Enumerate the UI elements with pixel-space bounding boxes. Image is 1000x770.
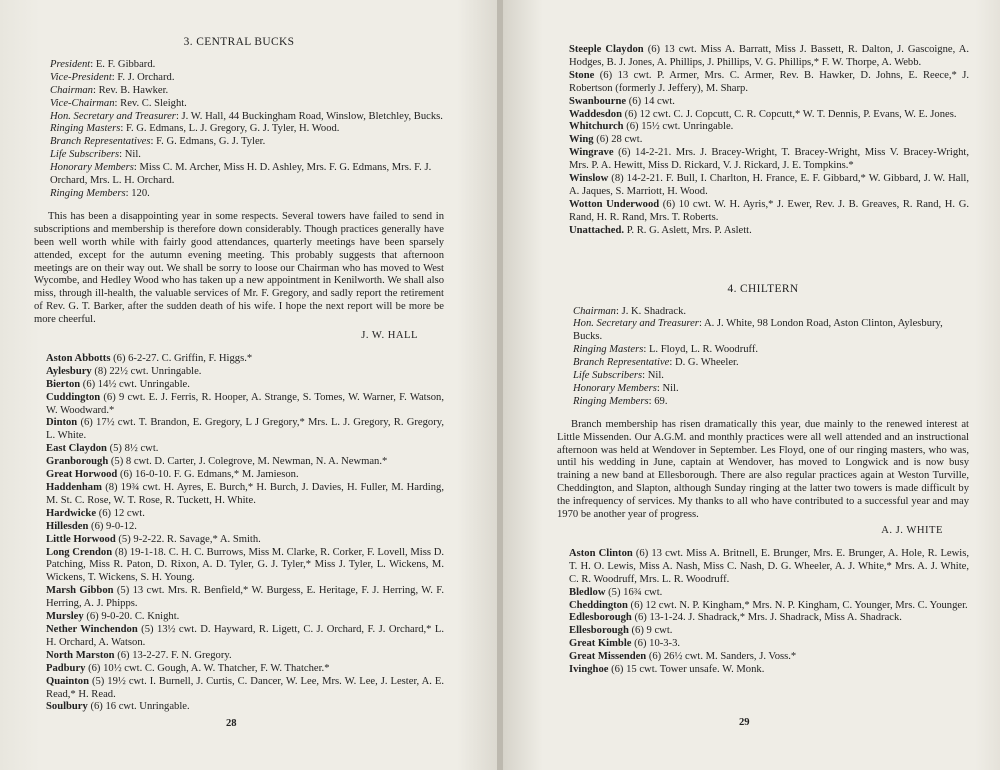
tower-name: Aston Abbotts: [46, 352, 111, 364]
officer-line: Life Subscribers: Nil.: [50, 149, 141, 161]
branch-report: Branch membership has risen dramatically this year, due mainly to the renewed interest at Little Missenden. Our A.G.M. and monthly practices were all well attended and an instructional afternoon was held at Wendover in September. Les Floyd, one of our ringing masters, who was, until his wedding in June, captain at Wendover, has moved to Longwick and is now busy training a new band at Ellesborough. There are also regular practices again at Weston Turville, Cheddington, and Slapton, although Sunday ringing at the latter two towers is made difficult by the infrequency of services. My thanks to all who have contributed to a successful year and may 1970 be another year of progress.: [557, 418, 969, 521]
tower-entry: [557, 587, 969, 600]
tower-details: (6) 9 cwt. E. J. Ferris, R. Hooper, A. Strange, S. Tomes, W. Warner, F. Watson, W. Woodward.*: [46, 391, 444, 416]
tower-details: (5) 13 cwt. Mrs. R. Benfield,* W. Burgess, E. Heritage, F. J. Herring, W. F. Herring, A. J. Phipps.: [46, 585, 444, 610]
tower-name: Dinton: [46, 417, 78, 429]
officer-line: Vice-Chairman: Rev. C. Sleight.: [50, 97, 187, 109]
officer-line: Hon. Secretary and Treasurer: A. J. White, 98 London Road, Aston Clinton, Aylesbury, Bucks.: [573, 318, 943, 343]
tower-details: (8) 22½ cwt. Unringable.: [94, 365, 202, 377]
tower-entry: [34, 663, 444, 676]
tower-name: Long Crendon: [46, 546, 113, 558]
officer-value: F. G. Edmans, L. J. Gregory, G. J. Tyler, H. Wood.: [125, 123, 340, 135]
tower-details: (5) 19½ cwt. I. Burnell, J. Curtis, C. Dancer, W. Lee, Mrs. W. Lee, J. Lester, A. E. Read,* H. Read.: [46, 675, 444, 700]
page-28: [0, 0, 497, 770]
tower-entry: [557, 70, 969, 96]
tower-name: Hardwicke: [46, 507, 97, 519]
officer-role: Ringing Masters: [573, 344, 644, 356]
tower-details: (6) 12 cwt. N. P. Kingham,* Mrs. N. P. Kingham, C. Younger, Mrs. C. Younger.: [630, 599, 968, 611]
tower-details: (5) 13½ cwt. D. Hayward, R. Ligett, C. J. Orchard, F. J. Orchard,* L. H. Orchard, A. Watson.: [46, 623, 445, 648]
tower-entry: [34, 469, 444, 482]
tower-name: Aston Clinton: [569, 547, 633, 559]
tower-name: Steeple Claydon: [569, 44, 644, 55]
officer-value: 120.: [131, 187, 150, 199]
tower-name: Marsh Gibbon: [46, 585, 114, 597]
tower-name: Whitchurch: [569, 121, 624, 133]
tower-name: Nether Winchendon: [46, 623, 138, 635]
tower-entry: [557, 134, 969, 147]
officer-value: Nil.: [647, 370, 664, 382]
tower-details: (6) 9 cwt.: [631, 625, 673, 637]
officer-value: E. F. Gibbard.: [95, 58, 156, 70]
tower-name: Wingrave: [569, 147, 614, 159]
tower-details: (6) 9-0-12.: [91, 520, 137, 532]
officer-value: F. G. Edmans, G. J. Tyler.: [156, 136, 266, 148]
tower-details: (6) 15½ cwt. Unringable.: [626, 121, 734, 133]
tower-name: Soulbury: [46, 701, 88, 713]
tower-entry: [557, 199, 969, 225]
tower-details: (8) 19-1-18. C. H. C. Burrows, Miss M. Clarke, R. Corker, F. Lovell, Miss D. Patching, Miss R. Paton, D. Rixon, A. D. Tyler, G. J. Tyler,* Miss J. Tyler, L. Wickens, M. Wickens, T. Wickens, S. H. Young.: [46, 546, 444, 584]
officer-line: President: E. F. Gibbard.: [50, 58, 156, 70]
tower-details: (6) 13 cwt. P. Armer, Mrs. C. Armer, Rev. B. Hawker, D. Johns, E. Reece,* J. Robertson (formerly J. Jeffery), M. Sharp.: [569, 69, 969, 94]
tower-name: North Marston: [46, 649, 115, 661]
officer-value: Nil.: [124, 149, 141, 161]
officer-value: Miss C. M. Archer, Miss H. D. Ashley, Mrs. F. G. Edmans, Mrs. F. J. Orchard, Mrs. L. H. Orchard.: [50, 162, 432, 187]
tower-entry: [34, 417, 444, 443]
tower-entry: [34, 650, 444, 663]
tower-details: (8) 14-2-21. F. Bull, I. Charlton, H. France, E. F. Gibbard,* W. Gibbard, J. W. Hall, A. Jaques, S. Marriott, H. Wood.: [569, 173, 969, 197]
officer-role: Honorary Members: [50, 162, 134, 174]
officer-line: Hon. Secretary and Treasurer: J. W. Hall, 44 Buckingham Road, Winslow, Bletchley, Bucks.: [50, 110, 443, 122]
officer-value: J. W. Hall, 44 Buckingham Road, Winslow, Bletchley, Bucks.: [181, 110, 443, 122]
tower-details: (6) 17½ cwt. T. Brandon, E. Gregory, L J Gregory,* Mrs. L. J. Gregory, R. Gregory, L. White.: [46, 417, 444, 442]
officer-role: President: [50, 58, 91, 70]
tower-entry: [34, 611, 444, 624]
branch-report: This has been a disappointing year in some respects. Several towers have failed to send in subscriptions and membership is therefore down considerably. Though practices generally have been well worth while with fairly good attendances, quarterly meetings have been sparsely attended, except for the autumn evening meeting. This probably suggests that afternoon meetings are on their way out. We shall be sorry to loose our Chairman who has moved to West Wycombe, and Hedley Wood who has taken up a new appointment in Kenilworth. We shall also miss, through ill-health, the valuable services of Mr. F. Gregory, and sadly report the retirement of Rev. G. T. Barker, after the sudden death of his wife. I hope the next report will be more be more cheerful.: [34, 210, 444, 326]
tower-details: (6) 16 cwt. Unringable.: [90, 701, 190, 713]
tower-name: Unattached.: [569, 224, 625, 236]
tower-entry: [34, 379, 444, 392]
tower-details: (6) 13-1-24. J. Shadrack,* Mrs. J. Shadrack, Miss A. Shadrack.: [634, 612, 902, 624]
tower-name: Edlesborough: [569, 612, 632, 624]
tower-entry: [557, 664, 969, 677]
tower-details: (6) 15 cwt. Tower unsafe. W. Monk.: [611, 664, 765, 676]
tower-details: (6) 28 cwt.: [596, 134, 643, 146]
officer-role: Chairman: [50, 84, 93, 96]
tower-name: Haddenham: [46, 482, 102, 493]
tower-entry: [34, 366, 444, 379]
tower-details: (6) 16-0-10. F. G. Edmans,* M. Jamieson.: [119, 469, 299, 481]
officer-role: Life Subscribers: [573, 370, 643, 382]
officer-line: Branch Representatives: F. G. Edmans, G. J. Tyler.: [50, 136, 266, 148]
tower-details: (6) 13-2-27. F. N. Gregory.: [117, 649, 232, 661]
tower-name: Bierton: [46, 378, 81, 390]
officer-value: D. G. Wheeler.: [674, 357, 739, 369]
section-title-chiltern: 4. CHILTERN: [727, 282, 799, 295]
officer-role: Ringing Members: [50, 187, 126, 199]
officer-role: Life Subscribers: [50, 149, 120, 161]
tower-name: Great Horwood: [46, 469, 118, 481]
tower-entry: [34, 701, 444, 714]
officer-role: Hon. Secretary and Treasurer: [573, 318, 699, 330]
tower-name: Swanbourne: [569, 95, 627, 107]
tower-entry: [34, 456, 444, 469]
tower-entry: [34, 353, 444, 366]
officer-line: Ringing Members: 120.: [50, 187, 150, 199]
officers-list: [34, 59, 444, 201]
officer-value: 69.: [654, 395, 668, 407]
tower-entry: [34, 624, 444, 650]
tower-name: Great Missenden: [569, 651, 647, 663]
tower-details: (6) 14½ cwt. Unringable.: [82, 378, 190, 390]
tower-list-continued: [557, 44, 969, 238]
officer-line: Vice-President: F. J. Orchard.: [50, 71, 175, 83]
tower-name: Ellesborough: [569, 625, 629, 637]
officer-value: L. Floyd, L. R. Woodruff.: [648, 344, 759, 356]
tower-entry: [557, 147, 969, 173]
tower-details: (6) 9-0-20. C. Knight.: [86, 611, 180, 623]
tower-entry: [34, 443, 444, 456]
page-29-column: [557, 44, 969, 677]
tower-list: [557, 548, 969, 677]
officer-value: F. J. Orchard.: [117, 71, 175, 83]
tower-details: P. R. G. Aslett, Mrs. P. Aslett.: [626, 224, 752, 236]
tower-list: [34, 353, 444, 714]
tower-name: Aylesbury: [46, 365, 92, 377]
tower-entry: [557, 548, 969, 587]
report-signature: A. J. WHITE: [881, 525, 943, 536]
officer-line: Honorary Members: Miss C. M. Archer, Miss H. D. Ashley, Mrs. F. G. Edmans, Mrs. F. J. Orchard, Mrs. L. H. Orchard.: [50, 162, 432, 187]
officer-role: Honorary Members: [573, 382, 657, 394]
tower-name: Cuddington: [46, 391, 101, 403]
tower-entry: [34, 547, 444, 586]
officer-line: Honorary Members: Nil.: [573, 382, 679, 394]
tower-details: (6) 14-2-21. Mrs. J. Bracey-Wright, T. Bracey-Wright, Miss V. Bracey-Wright, Mrs. P. A. Hewitt, Miss D. Rickard, V. J. Rickard, J. E. Tompkins.*: [569, 147, 970, 172]
tower-entry: [34, 585, 444, 611]
officers-list: [557, 306, 969, 409]
tower-details: (5) 8 cwt. D. Carter, J. Colegrove, M. Newman, N. A. Newman.*: [110, 456, 388, 468]
tower-entry: [34, 482, 444, 508]
officer-line: Ringing Masters: F. G. Edmans, L. J. Gregory, G. J. Tyler, H. Wood.: [50, 123, 340, 135]
tower-details: (5) 16¾ cwt.: [608, 586, 663, 598]
tower-entry: [557, 44, 969, 70]
tower-entry: [557, 651, 969, 664]
officer-role: Vice-President: [50, 71, 112, 83]
tower-entry: [557, 225, 969, 238]
officer-value: Nil.: [662, 382, 679, 394]
officer-line: Ringing Members: 69.: [573, 395, 668, 407]
page-29: [503, 0, 1000, 770]
report-signature: J. W. HALL: [361, 330, 418, 342]
tower-name: Little Horwood: [46, 533, 116, 545]
officer-line: Chairman: Rev. B. Hawker.: [50, 84, 169, 96]
tower-entry: [34, 392, 444, 418]
tower-name: Wing: [569, 134, 594, 146]
officer-role: Branch Representatives: [50, 136, 151, 148]
officer-line: Life Subscribers: Nil.: [573, 370, 664, 382]
tower-details: (6) 12 cwt. C. J. Copcutt, C. R. Copcutt,* W. T. Dennis, P. Evans, W. E. Jones.: [624, 108, 957, 120]
officer-value: Rev. C. Sleight.: [120, 97, 187, 109]
section-title-central-bucks: 3. CENTRAL BUCKS: [183, 36, 295, 48]
tower-details: (6) 13 cwt. Miss A. Britnell, E. Brunger, Mrs. E. Brunger, A. Hole, R. Lewis, T. H. O. Lewis, Miss A. Nash, Miss C. Nash, D. G. Wheeler, A. J. White,* Mrs. A. J. White, C. R. Woodruff, Mrs. L. R. Woodruff.: [569, 547, 969, 585]
tower-details: (8) 19¾ cwt. H. Ayres, E. Burch,* H. Burch, J. Davies, H. Fuller, M. Harding, M. St. C. Rose, W. T. Rose, R. Tuckett, H. White.: [46, 482, 444, 506]
tower-name: Mursley: [46, 611, 84, 623]
tower-name: Bledlow: [569, 586, 606, 598]
tower-name: Quainton: [46, 675, 89, 687]
tower-name: Hillesden: [46, 520, 89, 532]
tower-entry: [557, 121, 969, 134]
tower-details: (6) 14 cwt.: [628, 95, 675, 107]
tower-entry: [557, 96, 969, 109]
tower-name: Granborough: [46, 456, 109, 468]
tower-details: (6) 10 cwt. W. H. Ayris,* J. Ewer, Rev. J. B. Greaves, R. Rand, H. G. Rand, H. R. Rand, Mrs. T. Roberts.: [569, 198, 969, 223]
officer-role: Chairman: [573, 305, 616, 317]
tower-details: (6) 26½ cwt. M. Sanders, J. Voss.*: [648, 651, 797, 663]
tower-details: (5) 8½ cwt.: [109, 443, 159, 455]
page-number: 28: [226, 718, 237, 729]
officer-line: Ringing Masters: L. Floyd, L. R. Woodruff.: [573, 344, 759, 356]
tower-name: Ivinghoe: [569, 664, 609, 676]
tower-entry: [557, 173, 969, 199]
tower-details: (6) 10½ cwt. C. Gough, A. W. Thatcher, F. W. Thatcher.*: [88, 662, 330, 674]
tower-name: Stone: [569, 69, 595, 81]
tower-name: Cheddington: [569, 599, 628, 611]
tower-details: (6) 10-3-3.: [634, 638, 681, 650]
tower-entry: [557, 625, 969, 638]
officer-line: Chairman: J. K. Shadrack.: [573, 305, 687, 317]
tower-entry: [34, 534, 444, 547]
tower-entry: [557, 600, 969, 613]
tower-details: (6) 12 cwt.: [98, 507, 145, 519]
officer-value: Rev. B. Hawker.: [98, 84, 169, 96]
tower-entry: [34, 676, 444, 702]
tower-entry: [557, 612, 969, 625]
page-28-column: [34, 36, 444, 714]
tower-name: Padbury: [46, 662, 86, 674]
officer-role: Hon. Secretary and Treasurer: [50, 110, 176, 122]
tower-entry: [557, 109, 969, 122]
tower-entry: [557, 638, 969, 651]
tower-name: Wotton Underwood: [569, 198, 660, 210]
officer-value: J. K. Shadrack.: [621, 305, 687, 317]
tower-entry: [34, 521, 444, 534]
officer-role: Branch Representative: [573, 357, 670, 369]
tower-name: East Claydon: [46, 443, 107, 455]
tower-details: (6) 13 cwt. Miss A. Barratt, Miss J. Bassett, R. Dalton, J. Gascoigne, A. Hodges, B. J. Jones, A. Phillips, J. Phillips, V. G. Phillips,* F. W. Thorpe, A. Webb.: [569, 44, 969, 68]
officer-role: Ringing Masters: [50, 123, 121, 135]
officer-role: Ringing Members: [573, 395, 649, 407]
officer-value: A. J. White, 98 London Road, Aston Clinton, Aylesbury, Bucks.: [573, 318, 943, 343]
tower-name: Waddesdon: [569, 108, 622, 120]
tower-details: (5) 9-2-22. R. Savage,* A. Smith.: [118, 533, 261, 545]
page-number: 29: [739, 717, 750, 728]
tower-name: Winslow: [569, 173, 609, 185]
tower-name: Great Kimble: [569, 638, 632, 650]
officer-role: Vice-Chairman: [50, 97, 115, 109]
tower-details: (6) 6-2-27. C. Griffin, F. Higgs.*: [113, 352, 253, 364]
officer-line: Branch Representative: D. G. Wheeler.: [573, 357, 739, 369]
tower-entry: [34, 508, 444, 521]
